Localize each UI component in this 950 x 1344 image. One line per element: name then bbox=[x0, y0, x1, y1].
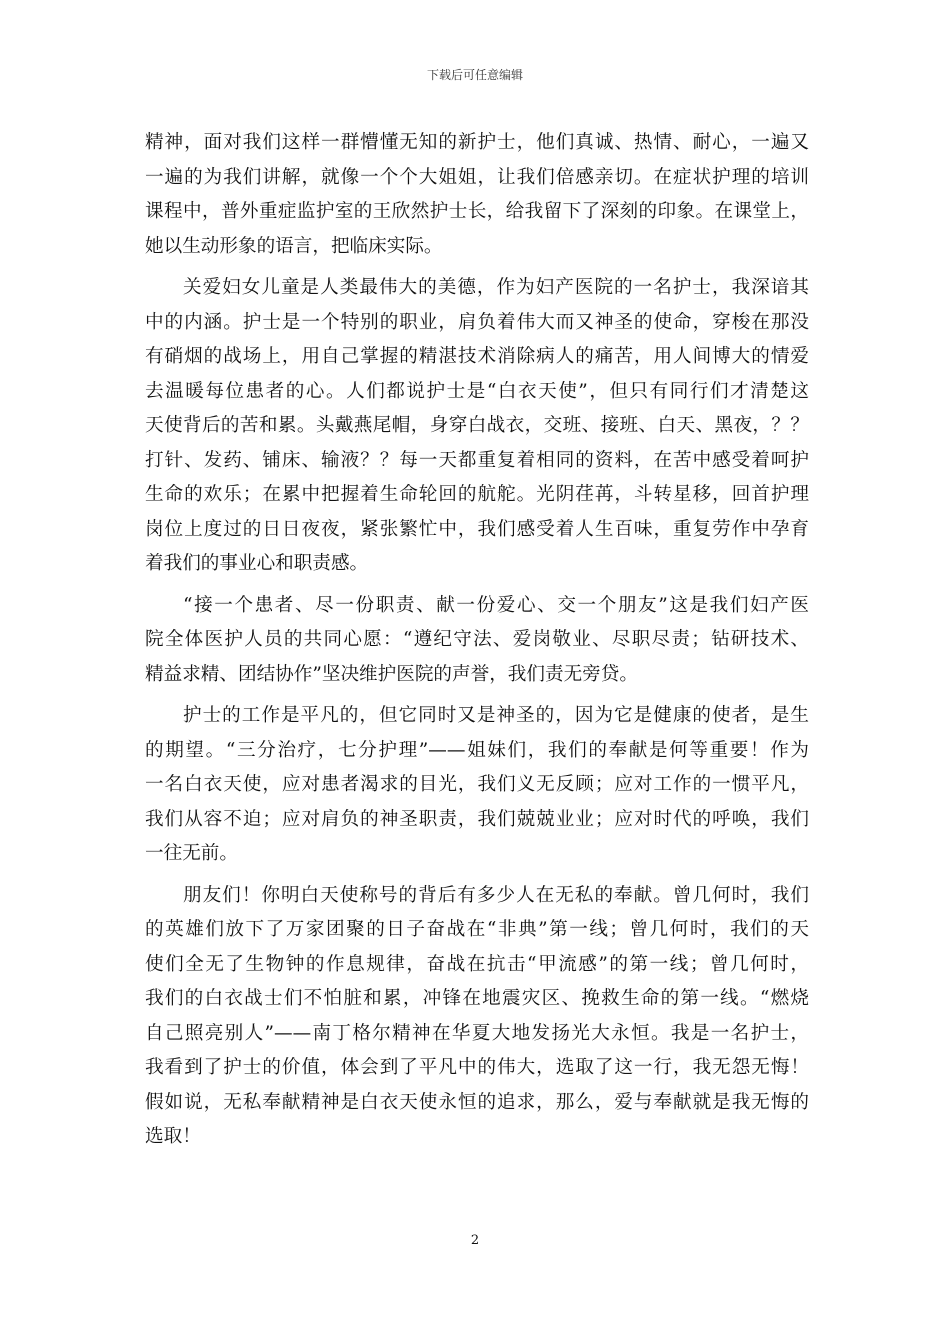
paragraph bbox=[145, 879, 809, 1155]
text-line: 关爱妇女儿童是人类最伟大的美德，作为妇产医院的一名护士，我深谙其 bbox=[183, 277, 809, 298]
text-line: 朋友们！你明白天使称号的背后有多少人在无私的奉献。曾几何时，我们 bbox=[183, 884, 809, 906]
text-line: 打针、发药、铺床、输液？？每一天都重复着相同的资料，在苦中感受着呵护 bbox=[145, 449, 809, 471]
text-line: 去温暖每位患者的心。人们都说护士是“白衣天使”，但只有同行们才清楚这 bbox=[145, 380, 809, 402]
text-line: 我们的白衣战士们不怕脏和累，冲锋在地震灾区、挽救生命的第一线。“燃烧 bbox=[145, 988, 809, 1009]
text-line: “接一个患者、尽一份职责、献一份爱心、交一个朋友”这是我们妇产医 bbox=[183, 594, 809, 616]
text-line: 选取！ bbox=[145, 1126, 201, 1147]
text-line: 一遍的为我们讲解，就像一个个大姐姐，让我们倍感亲切。在症状护理的培训 bbox=[145, 166, 809, 188]
text-line: 假如说，无私奉献精神是白衣天使永恒的追求，那么，爱与奉献就是我无悔的 bbox=[145, 1091, 809, 1113]
text-line: 自己照亮别人”——南丁格尔精神在华夏大地发扬光大永恒。我是一名护士， bbox=[145, 1022, 809, 1044]
text-line: 有硝烟的战场上，用自己掌握的精湛技术消除病人的痛苦，用人间博大的情爱 bbox=[145, 346, 809, 367]
text-line: 院全体医护人员的共同心愿：“遵纪守法、爱岗敬业、尽职尽责；钻研技术、 bbox=[145, 629, 809, 650]
text-line: 一往无前。 bbox=[145, 843, 238, 864]
text-line: 中的内涵。护士是一个特别的职业，肩负着伟大而又神圣的使命，穿梭在那没 bbox=[145, 311, 809, 333]
paragraph bbox=[145, 699, 809, 872]
text-line: 护士的工作是平凡的，但它同时又是神圣的，因为它是健康的使者，是生 bbox=[183, 705, 809, 726]
text-line: 岗位上度过的日日夜夜，紧张繁忙中，我们感受着人生百味，重复劳作中孕育 bbox=[145, 518, 809, 540]
page-number: 2 bbox=[470, 1233, 480, 1248]
text-line: 使们全无了生物钟的作息规律，奋战在抗击“甲流感”的第一线；曾几何时， bbox=[145, 953, 809, 975]
page-header: 下载后可任意编辑 bbox=[426, 68, 523, 82]
text-line: 的英雄们放下了万家团聚的日子奋战在“非典”第一线；曾几何时，我们的天 bbox=[145, 919, 809, 940]
text-line: 生命的欢乐；在累中把握着生命轮回的航舵。光阴荏苒，斗转星移，回首护理 bbox=[145, 484, 809, 505]
text-line: 课程中，普外重症监护室的王欣然护士长，给我留下了深刻的印象。在课堂上， bbox=[145, 201, 809, 222]
text-line: 天使背后的苦和累。头戴燕尾帽，身穿白战衣，交班、接班、白天、黑夜，？？ bbox=[145, 415, 809, 436]
text-line: 我看到了护士的价值，体会到了平凡中的伟大，选取了这一行，我无怨无悔！ bbox=[145, 1057, 809, 1078]
paragraph bbox=[145, 126, 809, 264]
text-line: 的期望。“三分治疗，七分护理”——姐妹们，我们的奉献是何等重要！作为 bbox=[145, 739, 809, 761]
text-line: 精益求精、团结协作”坚决维护医院的声誉，我们责无旁贷。 bbox=[145, 663, 638, 685]
text-line: 一名白衣天使，应对患者渴求的目光，我们义无反顾；应对工作的一惯平凡， bbox=[145, 774, 809, 795]
document-body bbox=[145, 126, 809, 1155]
text-line: 精神，面对我们这样一群懵懂无知的新护士，他们真诚、热情、耐心，一遍又 bbox=[145, 132, 809, 153]
text-line: 她以生动形象的语言，把临床实际。 bbox=[145, 235, 443, 257]
text-line: 我们从容不迫；应对肩负的神圣职责，我们兢兢业业；应对时代的呼唤，我们 bbox=[145, 808, 809, 830]
paragraph bbox=[145, 589, 809, 693]
paragraph bbox=[145, 271, 809, 582]
text-line: 着我们的事业心和职责感。 bbox=[145, 553, 369, 574]
